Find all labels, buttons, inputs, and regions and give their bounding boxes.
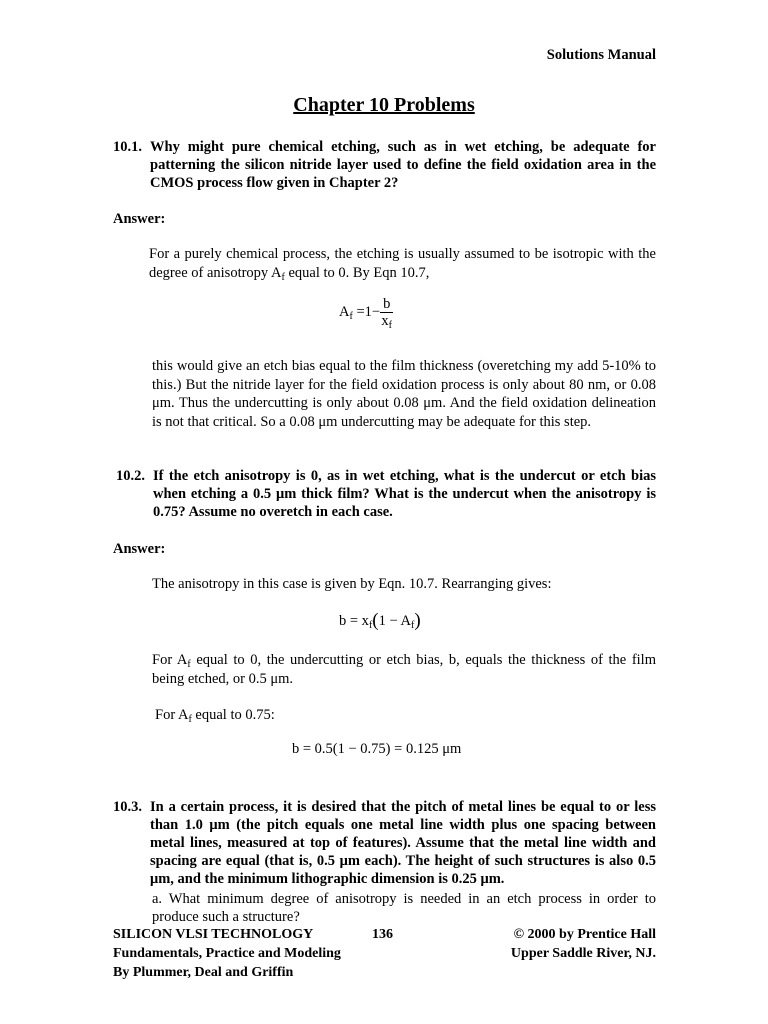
problem-text: If the etch anisotropy is 0, as in wet etching, what is the undercut or etch bias when etching a 0.5 μm thick film? What is the undercut when the anisotropy is 0.75? Assume no overetch in each case. bbox=[153, 468, 656, 520]
equation-bias: $b = x_f(1 - A_f)$ bbox=[339, 610, 421, 631]
problem-text: Why might pure chemical etching, such as in wet etching, be adequate for patterning the silicon nitride layer used to define the field oxidation area in the CMOS process flow given in Chapter 2? bbox=[150, 139, 656, 191]
footer-publisher: © 2000 by Prentice Hall Upper Saddle River, NJ. bbox=[510, 927, 656, 961]
problem-10-2 bbox=[116, 467, 656, 521]
answer-paragraph: For a purely chemical process, the etching is usually assumed to be isotropic with the degree of anisotropy $A_f$ equal to 0. By Eqn 10.7, bbox=[149, 246, 656, 283]
problem-number: 10.1. bbox=[113, 139, 142, 155]
page-title: Chapter 10 Problems bbox=[293, 94, 475, 116]
problem-10-1 bbox=[113, 138, 656, 192]
problem-text: In a certain process, it is desired that the pitch of metal lines be equal to or less than 1.0 μm (the pitch equals one metal line width plus one spacing between metal lines, measured at top of features). Assume that the metal line width and spacing are equal (that is, 0.5 μm each). The height of such structures is also 0.5 μm, and the minimum lithographic dimension is 0.25 μm. bbox=[150, 799, 656, 887]
answer-paragraph: For $A_f$ equal to 0.75: bbox=[155, 707, 275, 725]
answer-paragraph: The anisotropy in this case is given by Eqn. 10.7. Rearranging gives: bbox=[152, 576, 552, 592]
answer-label: Answer: bbox=[113, 541, 166, 557]
problem-part-a: a. What minimum degree of anisotropy is needed in an etch process in order to produce such a structure? bbox=[152, 891, 656, 925]
equation-anisotropy: $A_f =1-$ $\frac{b}{x_f}$ bbox=[339, 296, 392, 331]
answer-label: Answer: bbox=[113, 211, 166, 227]
problem-number: 10.2. bbox=[116, 468, 145, 484]
answer-paragraph: this would give an etch bias equal to the film thickness (overetching my add 5-10% to this.) But the nitride layer for the field oxidation process is only about 80 nm, or 0.08 μm. Thus the undercutting is only about 0.08 μm. And the field oxidation delineation is not that critical. So a 0.08 μm undercutting may be adequate for this step. bbox=[152, 358, 656, 430]
footer-book-info: SILICON VLSI TECHNOLOGY Fundamentals, Practice and Modeling By Plummer, Deal and Griffin bbox=[113, 927, 341, 980]
equation-result: b = 0.5(1 − 0.75) = 0.125 μm bbox=[292, 741, 462, 757]
page-number: 136 bbox=[372, 927, 393, 942]
running-header: Solutions Manual bbox=[546, 47, 656, 63]
problem-number: 10.3. bbox=[113, 799, 142, 815]
answer-paragraph: For $A_f$ equal to 0, the undercutting or etch bias, b, equals the thickness of the film being etched, or 0.5 μm. bbox=[152, 652, 656, 687]
problem-10-3 bbox=[113, 798, 656, 888]
